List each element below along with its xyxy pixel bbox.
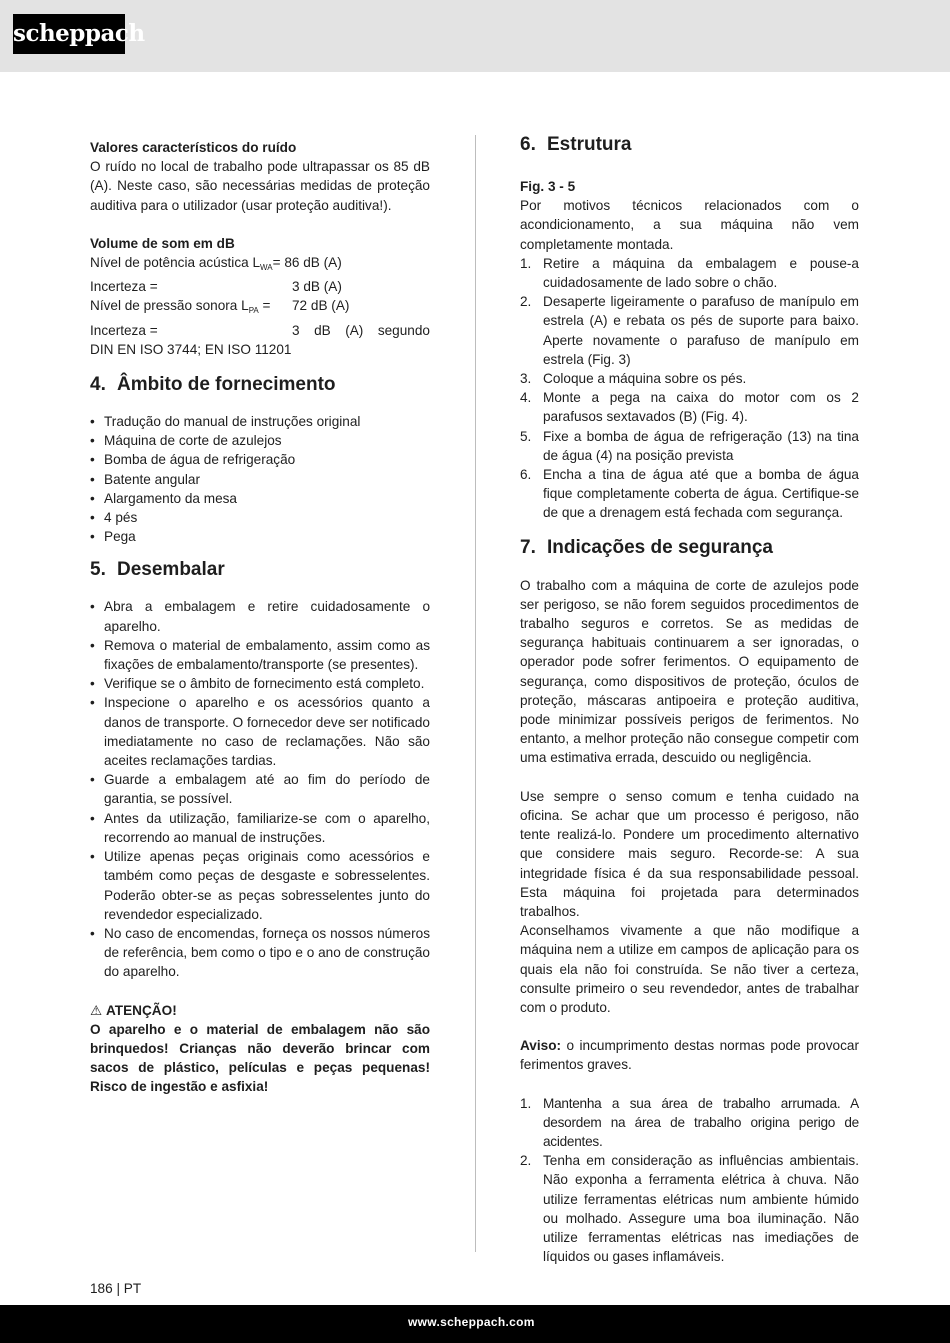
brand-logo: scheppach — [13, 14, 125, 54]
sound-pressure-label: Nível de pressão sonora $L_{PA}$ = — [90, 298, 271, 316]
item-number: 2. — [520, 294, 532, 310]
section-5-heading: 5. Desembalar — [90, 559, 225, 581]
item-text: Tenha em consideração as influências ambientais. Não exponha a ferramenta elétrica à chuva. Não utilize ferramentas elétricas num ambiente húmido ou molhado. Assegure uma boa iluminação. Não utilize ferramentas elétricas nas imediações de líquidos ou gases inflamáveis. — [543, 1153, 859, 1265]
list-item: • Verifique se o âmbito de fornecimento está completo. — [90, 674, 430, 693]
uncertainty-value-2: 3 dB (A) segundo — [292, 322, 430, 338]
list-item — [520, 369, 859, 388]
list-item: • Abra a embalagem e retire cuidadosamente o aparelho. — [90, 597, 430, 635]
delivery-scope-list — [90, 412, 430, 546]
list-item: • Inspecione o aparelho e os acessórios quanto a danos de transporte. O fornecedor deve ser notificado imediatamente no caso de reclamações. Não são aceites reclamações tardias. — [90, 693, 430, 770]
list-item: • Remova o material de embalamento, assim como as fixações de embalamento/transporte (se presentes). — [90, 636, 430, 674]
aviso-paragraph: Aviso: o incumprimento destas normas pode provocar ferimentos graves. — [520, 1038, 859, 1073]
list-item: • Antes da utilização, familiarize-se com o aparelho, recorrendo ao manual de instruções. — [90, 809, 430, 847]
item-number: 5. — [520, 428, 532, 444]
uncertainty-value-1: 3 dB (A) — [292, 279, 342, 295]
item-number: 6. — [520, 467, 532, 483]
noise-text: O ruído no local de trabalho pode ultrapassar os 85 dB (A). Neste caso, são necessárias medidas de proteção auditiva para o utilizador (usar proteção auditiva!). — [90, 159, 430, 213]
list-item: • Bomba de água de refrigeração — [90, 450, 430, 469]
list-item: • Máquina de corte de azulejos — [90, 431, 430, 450]
website-link[interactable]: www.scheppach.com — [408, 1315, 535, 1329]
uncertainty-label-2: Incerteza = — [90, 322, 158, 338]
safety-paragraph-1: O trabalho com a máquina de corte de azulejos pode ser perigoso, se não forem seguidos procedimentos de trabalho seguros e corretos. Se as medidas de segurança habituais continuarem a ser ignoradas, o operador pode sofrer ferimentos. O equipamento de segurança, como dispositivos de proteção, óculos de proteção, máscaras antipoeira e proteção auditiva, pode minimizar possíveis perigos de ferimentos. No entanto, a melhor proteção não consegue competir com uma estimativa errada, descuido ou negligência. — [520, 577, 859, 766]
item-text: Mantenha a sua área de trabalho arrumada. A desordem na área de trabalho origina perigo de acidentes. — [543, 1095, 859, 1149]
item-number: 3. — [520, 371, 532, 387]
list-item: • No caso de encomendas, forneça os nossos números de referência, bem como o tipo e o ano de construção do aparelho. — [90, 924, 430, 982]
item-text: Coloque a máquina sobre os pés. — [543, 371, 747, 387]
right-column — [520, 132, 859, 1266]
safety-rules-list — [520, 1094, 859, 1267]
uncertainty-label-1: Incerteza = — [90, 279, 158, 295]
item-number: 2. — [520, 1153, 532, 1169]
safety-paragraph-2: Use sempre o senso comum e tenha cuidado na oficina. Se achar que um processo é perigoso, não tente realizá-lo. Pondere um procedimento alternativo que considere mais seguro. Recorde-se: A sua integridade física é da sua responsabilidade pessoal. Esta máquina foi projetada para determinados trabalhos. — [520, 788, 859, 919]
item-number: 1. — [520, 255, 532, 271]
section-4-heading: 4. Âmbito de fornecimento — [90, 374, 336, 396]
sound-power-label: Nível de potência acústica $L_{WA}$ — [90, 255, 273, 273]
page-number: 186 | PT — [90, 1281, 142, 1296]
item-text: Encha a tina de água até que a bomba de água fique completamente coberta de água. Certifique-se de que a drenagem está fechada com segurança. — [543, 467, 859, 521]
list-item: • Pega — [90, 527, 430, 546]
assembly-steps — [520, 254, 859, 523]
list-item — [520, 427, 859, 465]
list-item: • Alargamento da mesa — [90, 489, 430, 508]
sound-power-value: = 86 dB (A) — [272, 255, 342, 271]
item-number: 1. — [520, 1095, 532, 1111]
list-item: • Batente angular — [90, 470, 430, 489]
assembly-intro: Por motivos técnicos relacionados com o acondicionamento, a sua máquina não vem completamente montada. — [520, 198, 859, 252]
list-item — [520, 292, 859, 369]
list-item — [520, 388, 859, 426]
warning-icon: ⚠ — [90, 1002, 103, 1018]
list-item — [520, 1094, 859, 1152]
volume-title: Volume de som em dB — [90, 235, 235, 251]
item-text: Monte a pega na caixa do motor com os 2 parafusos sextavados (B) (Fig. 4). — [543, 390, 859, 425]
uncertainty-row-2 — [90, 321, 430, 340]
sound-power-row — [90, 253, 430, 277]
section-7-heading: 7. Indicações de segurança — [520, 536, 773, 558]
sound-pressure-row — [90, 296, 430, 320]
uncertainty-row-1 — [90, 277, 430, 296]
page-header — [0, 0, 950, 72]
list-item: • Tradução do manual de instruções original — [90, 412, 430, 431]
standards-line: DIN EN ISO 3744; EN ISO 11201 — [90, 341, 292, 357]
item-number: 4. — [520, 390, 532, 406]
item-text: Fixe a bomba de água de refrigeração (13) na tina de água (4) na posição prevista — [543, 428, 859, 463]
list-item — [520, 465, 859, 523]
column-divider — [475, 135, 476, 1252]
left-column — [90, 138, 430, 1097]
unpacking-list — [90, 597, 430, 981]
section-6-heading: 6. Estrutura — [520, 134, 632, 155]
list-item — [520, 254, 859, 292]
list-item — [520, 1151, 859, 1266]
figure-label: Fig. 3 - 5 — [520, 179, 576, 194]
list-item: • Guarde a embalagem até ao fim do período de garantia, se possível. — [90, 770, 430, 808]
list-item: • 4 pés — [90, 508, 430, 527]
list-item: • Utilize apenas peças originais como acessórios e também como peças de desgaste e sobresselentes. Poderão obter-se as peças sobresselentes junto do revendedor especializado. — [90, 847, 430, 924]
item-text: Desaperte ligeiramente o parafuso de manípulo em estrela (A) e rebata os pés de suporte para baixo. Aperte novamente o parafuso de manípulo em estrela (Fig. 3) — [543, 294, 859, 367]
item-text: Retire a máquina da embalagem e pouse-a cuidadosamente de lado sobre o chão. — [543, 255, 859, 291]
safety-paragraph-3: Aconselhamos vivamente a que não modifique a máquina nem a utilize em campos de aplicação para os quais ela não foi construída. Se não tiver a certeza, consulte primeiro o seu revendedor, antes de trabalhar com o produto. — [520, 923, 859, 1015]
noise-title: Valores característicos do ruído — [90, 140, 297, 155]
warning-title: ⚠ ATENÇÃO! — [90, 1001, 430, 1020]
warning-text: O aparelho e o material de embalagem não são brinquedos! Crianças não deverão brincar com sacos de plástico, películas e peças pequenas! Risco de ingestão e asfixia! — [90, 1021, 430, 1095]
sound-pressure-value: 72 dB (A) — [292, 298, 350, 314]
